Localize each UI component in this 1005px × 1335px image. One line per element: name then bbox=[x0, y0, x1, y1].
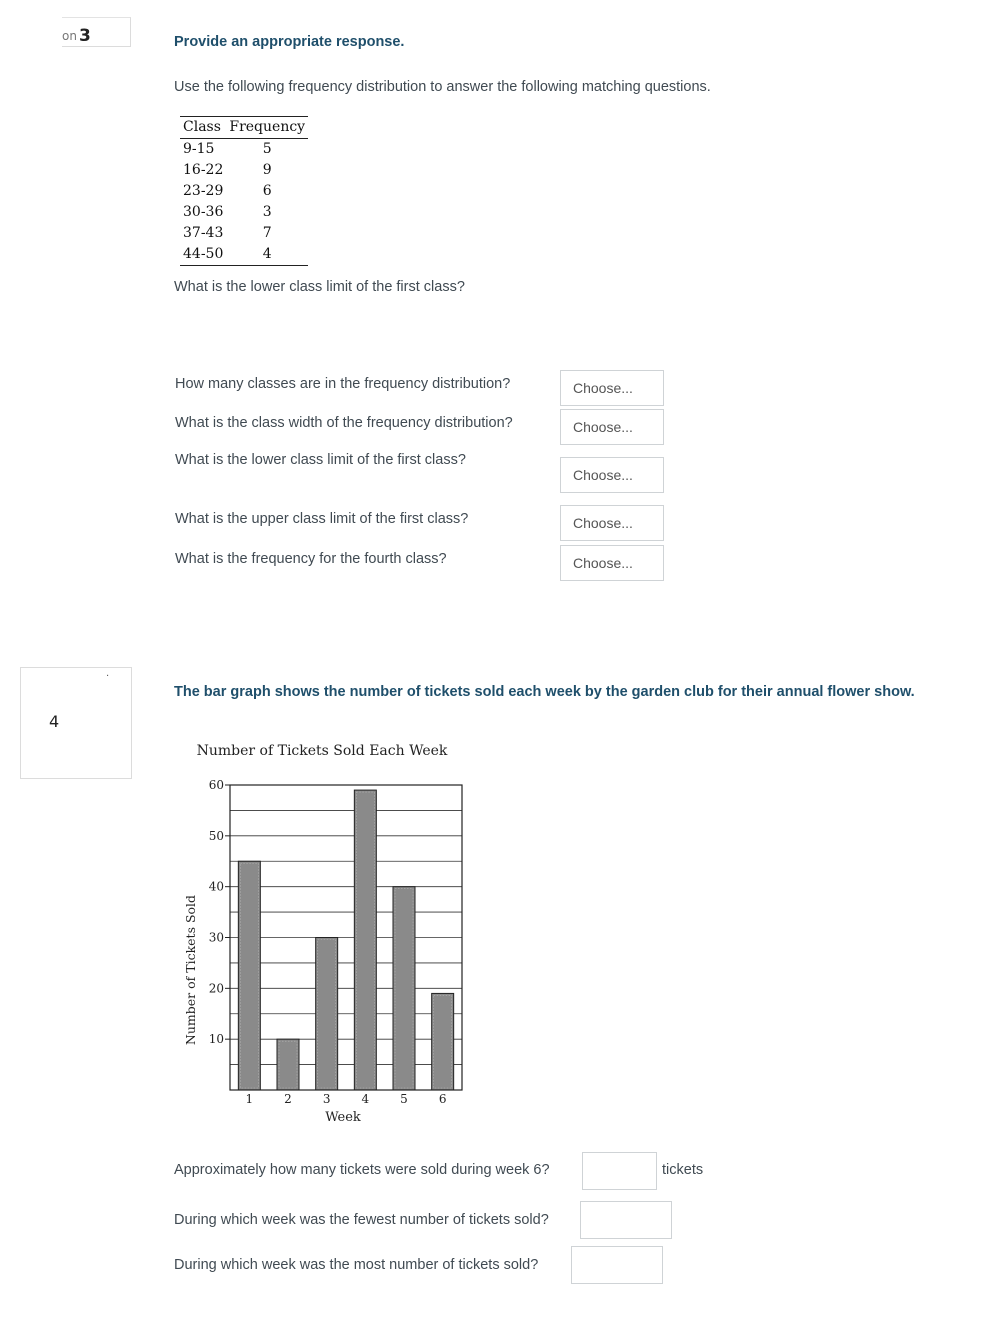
table-row bbox=[180, 139, 308, 161]
x-tick-label: 3 bbox=[322, 1092, 331, 1106]
column-header-frequency: Frequency bbox=[229, 119, 306, 135]
question-heading: The bar graph shows the number of tickets sold each week by the garden club for their annual flower show. bbox=[174, 684, 915, 700]
x-tick-label: 2 bbox=[284, 1092, 292, 1106]
matching-question-label: How many classes are in the frequency distribution? bbox=[175, 376, 511, 392]
week6-tickets-input[interactable] bbox=[582, 1152, 657, 1190]
question-number: 3 bbox=[79, 26, 91, 46]
fewest-week-input[interactable] bbox=[580, 1201, 672, 1239]
choose-select[interactable]: Choose... bbox=[560, 457, 664, 493]
question-instruction: Use the following frequency distribution to answer the following matching questions. bbox=[174, 79, 711, 95]
frequency-table bbox=[180, 116, 308, 266]
matching-question-label: What is the frequency for the fourth class? bbox=[175, 551, 447, 567]
bar bbox=[354, 790, 376, 1090]
question-number: 4 bbox=[49, 712, 60, 731]
frequency-cell: 3 bbox=[262, 204, 272, 220]
table-row bbox=[180, 181, 308, 202]
tickets-unit-label: tickets bbox=[662, 1162, 704, 1178]
x-tick-label: 5 bbox=[400, 1092, 408, 1106]
matching-question-label: What is the class width of the frequency distribution? bbox=[175, 415, 513, 431]
x-axis-label: Week bbox=[325, 1110, 361, 1125]
choose-select[interactable]: Choose... bbox=[560, 505, 664, 541]
most-week-question: During which week was the most number of tickets sold? bbox=[174, 1257, 539, 1273]
y-tick-label: 10 bbox=[208, 1032, 224, 1047]
y-tick-label: 30 bbox=[208, 930, 224, 945]
class-cell: 16-22 bbox=[183, 162, 224, 178]
frequency-cell: 9 bbox=[262, 162, 272, 178]
question-number-box bbox=[62, 17, 131, 47]
choose-select[interactable]: Choose... bbox=[560, 545, 664, 581]
matching-question-label: What is the lower class limit of the first class? bbox=[175, 452, 466, 468]
table-row bbox=[180, 244, 308, 266]
bar-chart bbox=[175, 735, 490, 1130]
fewest-week-question: During which week was the fewest number of tickets sold? bbox=[174, 1212, 549, 1228]
y-tick-label: 60 bbox=[208, 778, 224, 792]
class-cell: 44-50 bbox=[183, 246, 224, 262]
bar bbox=[316, 938, 338, 1091]
week6-question: Approximately how many tickets were sold during week 6? bbox=[174, 1162, 550, 1178]
question-number-prefix: on bbox=[62, 29, 77, 43]
frequency-cell: 7 bbox=[262, 225, 272, 241]
table-row bbox=[180, 160, 308, 181]
flag-dot: · bbox=[106, 671, 110, 682]
x-tick-label: 6 bbox=[438, 1092, 447, 1106]
most-week-input[interactable] bbox=[571, 1246, 663, 1284]
bar bbox=[238, 861, 260, 1090]
matching-question-label: What is the upper class limit of the first class? bbox=[175, 511, 469, 527]
class-cell: 23-29 bbox=[183, 183, 224, 199]
column-header-class: Class bbox=[183, 119, 221, 135]
frequency-cell: 6 bbox=[262, 183, 272, 199]
class-cell: 37-43 bbox=[183, 225, 224, 241]
class-cell: 30-36 bbox=[183, 204, 224, 220]
table-header-row bbox=[180, 117, 308, 139]
table-row bbox=[180, 223, 308, 244]
frequency-cell: 5 bbox=[262, 141, 272, 157]
y-tick-label: 50 bbox=[208, 828, 224, 843]
y-axis-label: Number of Tickets Sold bbox=[183, 894, 198, 1046]
y-tick-label: 40 bbox=[208, 879, 224, 894]
bar bbox=[432, 993, 454, 1090]
choose-select[interactable]: Choose... bbox=[560, 409, 664, 445]
class-cell: 9-15 bbox=[183, 141, 215, 157]
choose-select[interactable]: Choose... bbox=[560, 370, 664, 406]
y-tick-label: 20 bbox=[208, 981, 224, 996]
x-tick-label: 4 bbox=[361, 1092, 370, 1106]
question-heading: Provide an appropriate response. bbox=[174, 34, 405, 50]
x-tick-label: 1 bbox=[245, 1092, 254, 1106]
frequency-cell: 4 bbox=[262, 246, 272, 262]
chart-title: Number of Tickets Sold Each Week bbox=[196, 743, 448, 759]
question-prompt: What is the lower class limit of the first class? bbox=[174, 279, 465, 295]
bar bbox=[277, 1039, 299, 1090]
bar bbox=[393, 887, 415, 1090]
question-number-box bbox=[20, 667, 132, 779]
table-row bbox=[180, 202, 308, 223]
